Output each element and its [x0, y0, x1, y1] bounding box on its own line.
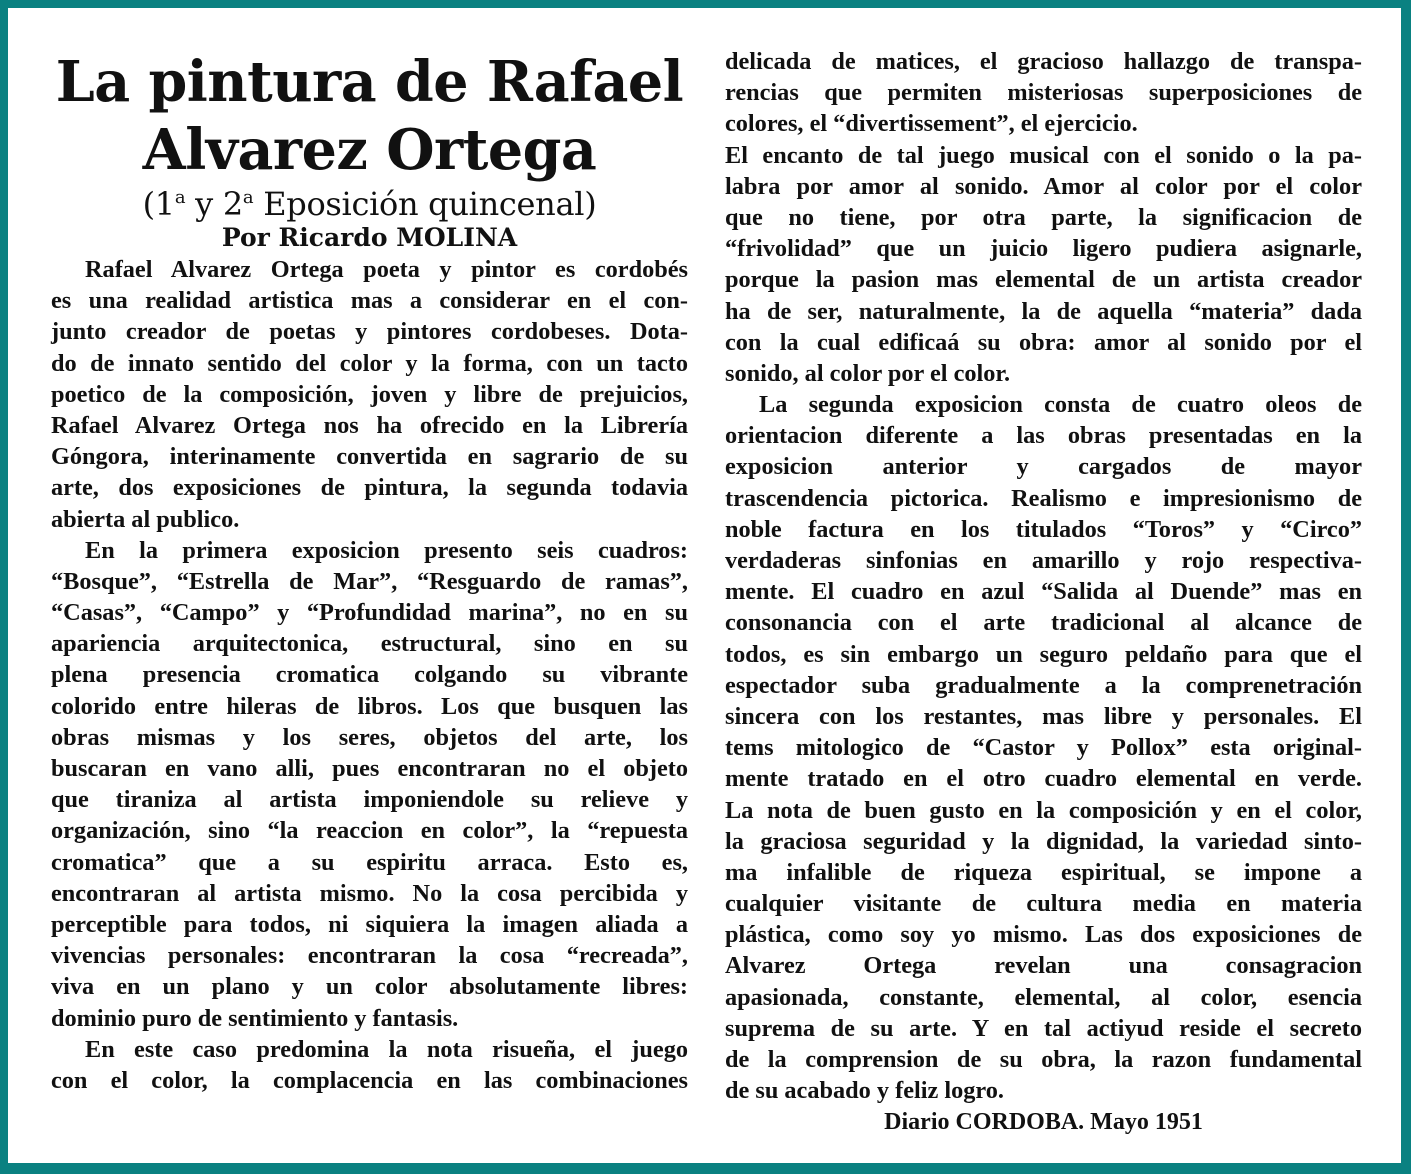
paragraph	[51, 254, 688, 535]
text-line: plástica, como soy yo mismo. Las dos exposiciones de	[725, 921, 1362, 949]
text-line: de la comprension de su obra, la razon fundamental	[725, 1046, 1362, 1073]
text-line: noble factura en los titulados “Toros” y “Circo”	[725, 515, 1362, 543]
text-line: exposicion anterior y cargados de mayor	[725, 453, 1362, 481]
text-line: trascendencia pictorica. Realismo e impresionismo de	[725, 484, 1362, 512]
text-line: La segunda exposicion consta de cuatro oleos de	[759, 391, 1362, 419]
text-line: Rafael Alvarez Ortega nos ha ofrecido en la Librería	[51, 411, 688, 439]
article-subtitle	[51, 186, 688, 222]
left-column-body	[51, 254, 688, 1096]
text-line: es una realidad artistica mas a considerar en el con-	[51, 287, 688, 315]
text-line: En este caso predomina la nota risueña, el juego	[85, 1035, 688, 1063]
title-line-1: La pintura de Rafael	[55, 49, 684, 115]
article-title	[54, 48, 685, 184]
text-line: tems mitologico de “Castor y Pollox” esta original-	[725, 734, 1362, 762]
text-line: espectador suba gradualmente a la comprenetración	[725, 671, 1362, 699]
text-line: “frivolidad” que un juicio ligero pudiera asignarle,	[725, 235, 1362, 263]
text-line: la graciosa seguridad y la dignidad, la variedad sinto-	[725, 827, 1362, 855]
text-line: consonancia con el arte tradicional al alcance de	[725, 609, 1362, 637]
left-column	[51, 48, 688, 1096]
text-line: cualquier visitante de cultura media en materia	[725, 890, 1362, 918]
ordinal-indicator: a	[174, 187, 186, 208]
text-line: mente. El cuadro en azul “Salida al Duende” mas en	[725, 578, 1362, 606]
subtitle-part: Eposición quincenal)	[253, 185, 597, 223]
paragraph	[51, 1034, 688, 1096]
text-line: rencias que permiten misteriosas superposiciones de	[725, 79, 1362, 107]
text-line: con el color, la complacencia en las combinaciones	[51, 1066, 688, 1094]
article-source: Diario CORDOBA. Mayo 1951	[884, 1109, 1203, 1136]
text-line: perceptible para todos, ni siquiera la imagen aliada a	[51, 910, 688, 938]
paragraph	[725, 140, 1362, 390]
text-line: poetico de la composición, joven y libre de prejuicios,	[51, 380, 688, 408]
text-line: ha de ser, naturalmente, la de aquella “materia” dada	[725, 297, 1362, 325]
paragraph	[725, 389, 1362, 1106]
text-line: El encanto de tal juego musical con el sonido o la pa-	[725, 141, 1362, 169]
text-line: cromatica” que a su espiritu arraca. Esto es,	[51, 848, 688, 876]
text-line: Góngora, interinamente convertida en sagrario de su	[51, 443, 688, 471]
ordinal-indicator: a	[242, 187, 254, 208]
text-line: viva en un plano y un color absolutamente libres:	[51, 973, 688, 1001]
text-line: plena presencia cromatica colgando su vibrante	[51, 661, 688, 689]
text-line: buscaran en vano alli, pues encontraran no el objeto	[51, 755, 688, 782]
text-line: apasionada, constante, elemental, al color, esencia	[725, 983, 1362, 1011]
text-line: con la cual edificaá su obra: amor al sonido por el	[725, 328, 1362, 356]
right-column-body	[725, 46, 1362, 1106]
text-line: Rafael Alvarez Ortega poeta y pintor es cordobés	[85, 256, 688, 283]
text-line: obras mismas y los seres, objetos del arte, los	[51, 723, 688, 751]
text-line: verdaderas sinfonias en amarillo y rojo respectiva-	[725, 547, 1362, 574]
article-byline: Por Ricardo MOLINA	[221, 223, 518, 252]
text-line: colorido entre hileras de libros. Los que busquen las	[51, 692, 688, 720]
text-line: abierta al publico.	[51, 505, 240, 533]
subtitle-part: y 2	[185, 185, 243, 223]
text-line: orientacion diferente a las obras presentadas en la	[725, 422, 1362, 450]
text-line: mente tratado en el otro cuadro elemental en verde.	[725, 765, 1362, 793]
text-line: do de innato sentido del color y la forma, con un tacto	[51, 349, 688, 377]
text-line: labra por amor al sonido. Amor al color por el color	[725, 172, 1362, 200]
text-line: vivencias personales: encontraran la cosa “recreada”,	[51, 942, 688, 970]
text-line: ma infalible de riqueza espiritual, se impone a	[725, 858, 1362, 886]
article-page	[8, 8, 1401, 1163]
text-line: En la primera exposicion presento seis cuadros:	[85, 536, 688, 564]
text-line: “Bosque”, “Estrella de Mar”, “Resguardo de ramas”,	[51, 567, 688, 595]
title-line-2: Alvarez Ortega	[142, 117, 597, 183]
text-line: suprema de su arte. Y en tal actiyud reside el secreto	[725, 1014, 1362, 1042]
text-line: dominio puro de sentimiento y fantasis.	[51, 1004, 459, 1032]
text-line: de su acabado y feliz logro.	[725, 1077, 1004, 1105]
text-line: todos, es sin embargo un seguro peldaño para que el	[725, 640, 1362, 668]
text-line: que no tiene, por otra parte, la significacion de	[725, 203, 1362, 231]
text-line: encontraran al artista mismo. No la cosa percibida y	[51, 879, 688, 907]
text-line: Alvarez Ortega revelan una consagracion	[725, 952, 1362, 980]
text-line: sincera con los restantes, mas libre y personales. El	[725, 702, 1362, 730]
subtitle-part: (1	[142, 185, 175, 223]
text-line: arte, dos exposiciones de pintura, la segunda todavia	[51, 474, 688, 502]
paragraph	[51, 535, 688, 1034]
right-column	[725, 46, 1362, 1138]
text-line: La nota de buen gusto en la composición y en el color,	[725, 796, 1362, 824]
text-line: junto creador de poetas y pintores cordobeses. Dota-	[51, 318, 688, 346]
text-line: organización, sino “la reaccion en color”, la “repuesta	[51, 817, 688, 845]
text-line: apariencia arquitectonica, estructural, sino en su	[51, 630, 688, 658]
text-line: sonido, al color por el color.	[725, 359, 1011, 387]
text-line: “Casas”, “Campo” y “Profundidad marina”, no en su	[51, 599, 688, 627]
paragraph	[725, 46, 1362, 140]
text-line: delicada de matices, el gracioso hallazgo de transpa-	[725, 48, 1362, 75]
text-line: porque la pasion mas elemental de un artista creador	[725, 266, 1362, 294]
text-line: que tiraniza al artista imponiendole su relieve y	[51, 786, 688, 814]
text-line: colores, el “divertissement”, el ejercicio.	[725, 110, 1138, 138]
